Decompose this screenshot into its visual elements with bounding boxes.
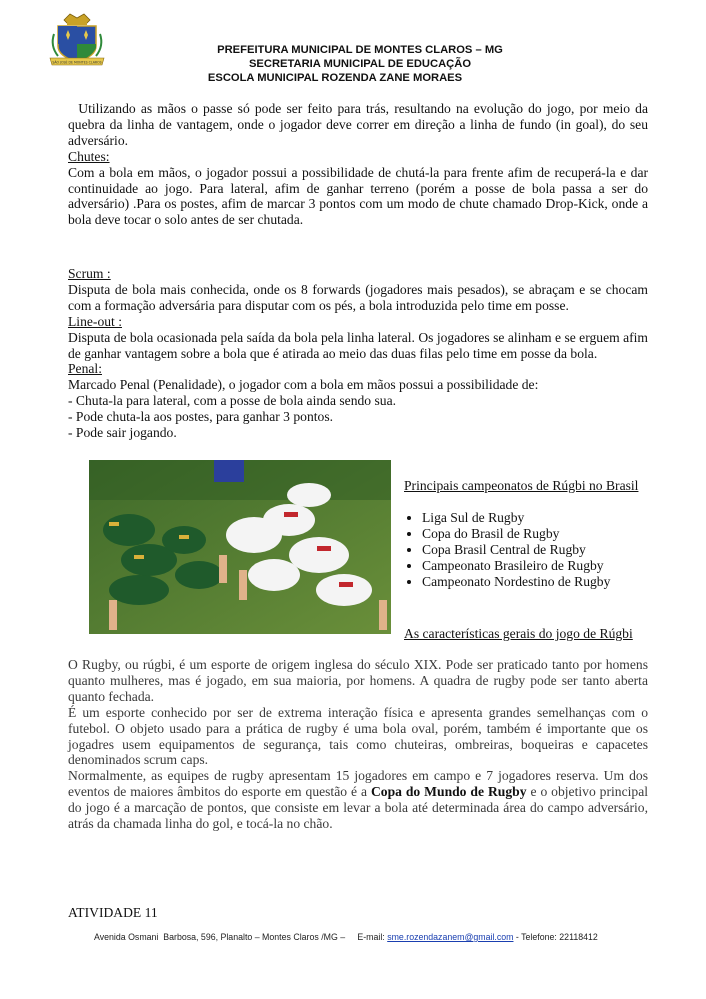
- campeonatos-list: [404, 510, 666, 590]
- campeonatos-title: Principais campeonatos de Rúgbi no Brasil: [404, 478, 639, 493]
- list-item: • Copa do Brasil de Rugby: [422, 526, 666, 542]
- footer-email-link[interactable]: sme.rozendazanem@gmail.com: [387, 932, 514, 942]
- lineout-title: Line-out :: [68, 313, 122, 329]
- list-item: • Campeonato Nordestino de Rugby: [422, 574, 666, 590]
- header-prefeitura: PREFEITURA MUNICIPAL DE MONTES CLAROS – MG: [217, 44, 503, 56]
- caracteristicas-p3: [68, 768, 648, 832]
- intro-text: Utilizando as mãos o passe só pode ser feito para trás, resultando na evolução do jogo, por meio da quebra da linha de vantagem, onde o jogador deve correr em direção a linha de fundo (in goal), do seu adversário.: [68, 101, 652, 148]
- footer: [94, 932, 598, 942]
- list-item: • Copa Brasil Central de Rugby: [422, 542, 666, 558]
- chutes-text: Com a bola em mãos, o jogador possui a possibilidade de chutá-la para frente afim de recuperá-la e dar continuidade ao jogo. Para lateral, afim de ganhar terreno (porém a posse de bola passa a ser do adversário) .Para os postes, afim de marcar 3 pontos com um modo de chute chamado Drop-Kick, onde a bola deve tocar o solo antes de ser chutada.: [68, 164, 648, 228]
- chutes-title: Chutes:: [68, 148, 110, 164]
- header-escola: ESCOLA MUNICIPAL ROZENDA ZANE MORAES: [207, 72, 463, 84]
- penal-text: Marcado Penal (Penalidade), o jogador com a bola em mãos possui a possibilidade de:: [68, 377, 539, 393]
- caracteristicas-p2: É um esporte conhecido por ser de extrema interação física e apresenta grandes semelhanças com o futebol. O objeto usado para a prática de rugby é uma bola oval, porém, também é importante que os jogadres usem equipamentos de segurança, tais como chuteiras, ombreiras, boqueiras e capacetes denominados scrum caps.: [68, 704, 648, 768]
- scrum-title: Scrum :: [68, 266, 111, 281]
- caracteristicas-title: [404, 626, 666, 642]
- rugby-scrum-photo: [89, 460, 391, 634]
- intro-paragraph: [68, 101, 652, 228]
- scrum-text: Disputa de bola mais conhecida, onde os 8 forwards (jogadores mais pesados), se abraçam e se chocam com a formação adversária para disputar com os pés, a bola introduzida pelo time em posse.: [68, 281, 648, 313]
- atividade-label: ATIVIDADE 11: [68, 905, 158, 920]
- p3-text-a: Normalmente, as equipes de rugby apresentam 15 jogadores em campo e 7 jogadores reserva. Um dos eventos de maiores âmbitos do esporte em questão é a: [68, 768, 648, 800]
- caracteristicas-body: [68, 657, 648, 832]
- penal-item: - Pode sair jogando.: [68, 425, 177, 441]
- caracteristicas-title-text: As características gerais do jogo de Rúgbi: [404, 626, 633, 641]
- municipal-crest-logo: [48, 12, 106, 68]
- list-item: • Campeonato Brasileiro de Rugby: [422, 558, 666, 574]
- crest-motto-text: SÃO JOSÉ DE MONTES CLAROS: [52, 60, 102, 65]
- penal-item: - Pode chuta-la aos postes, para ganhar 3 pontos.: [68, 409, 334, 425]
- list-item: • Liga Sul de Rugby: [422, 510, 666, 526]
- copa-do-mundo-bold: Copa do Mundo de Rugby: [370, 784, 527, 800]
- game-rules-section: [68, 266, 648, 441]
- p3-text-b: e o objetivo principal do jogo é a marcação de pontos, que consiste em levar a bola até determinada área do campo adversário, atrás da chamada linha do gol, e tocá-la no chão.: [68, 784, 649, 832]
- caracteristicas-p1: O Rugby, ou rúgbi, é um esporte de origem inglesa do século XIX. Pode ser praticado tanto por homens quanto mulheres, mas é jogado, em sua maioria, por homens. A quadra de rugby pode ser tanto aberta quanto fechada.: [68, 657, 648, 704]
- footer-phone: - Telefone: 22118412: [513, 932, 598, 942]
- penal-title: Penal:: [68, 361, 102, 377]
- penal-item: - Chuta-la para lateral, com a posse de bola ainda sendo sua.: [68, 393, 397, 409]
- lineout-text: Disputa de bola ocasionada pela saída da bola pela linha lateral. Os jogadores se alinham e se erguem afim de ganhar vantagem sobre a bola que é atirada ao meio das duas filas pelo time em posse da bola.: [68, 329, 648, 361]
- footer-address: Avenida Osmani Barbosa, 596, Planalto – Montes Claros /MG – E-mail:: [94, 932, 388, 942]
- header-secretaria: SECRETARIA MUNICIPAL DE EDUCAÇÃO: [248, 58, 472, 70]
- campeonatos-section: [404, 478, 666, 590]
